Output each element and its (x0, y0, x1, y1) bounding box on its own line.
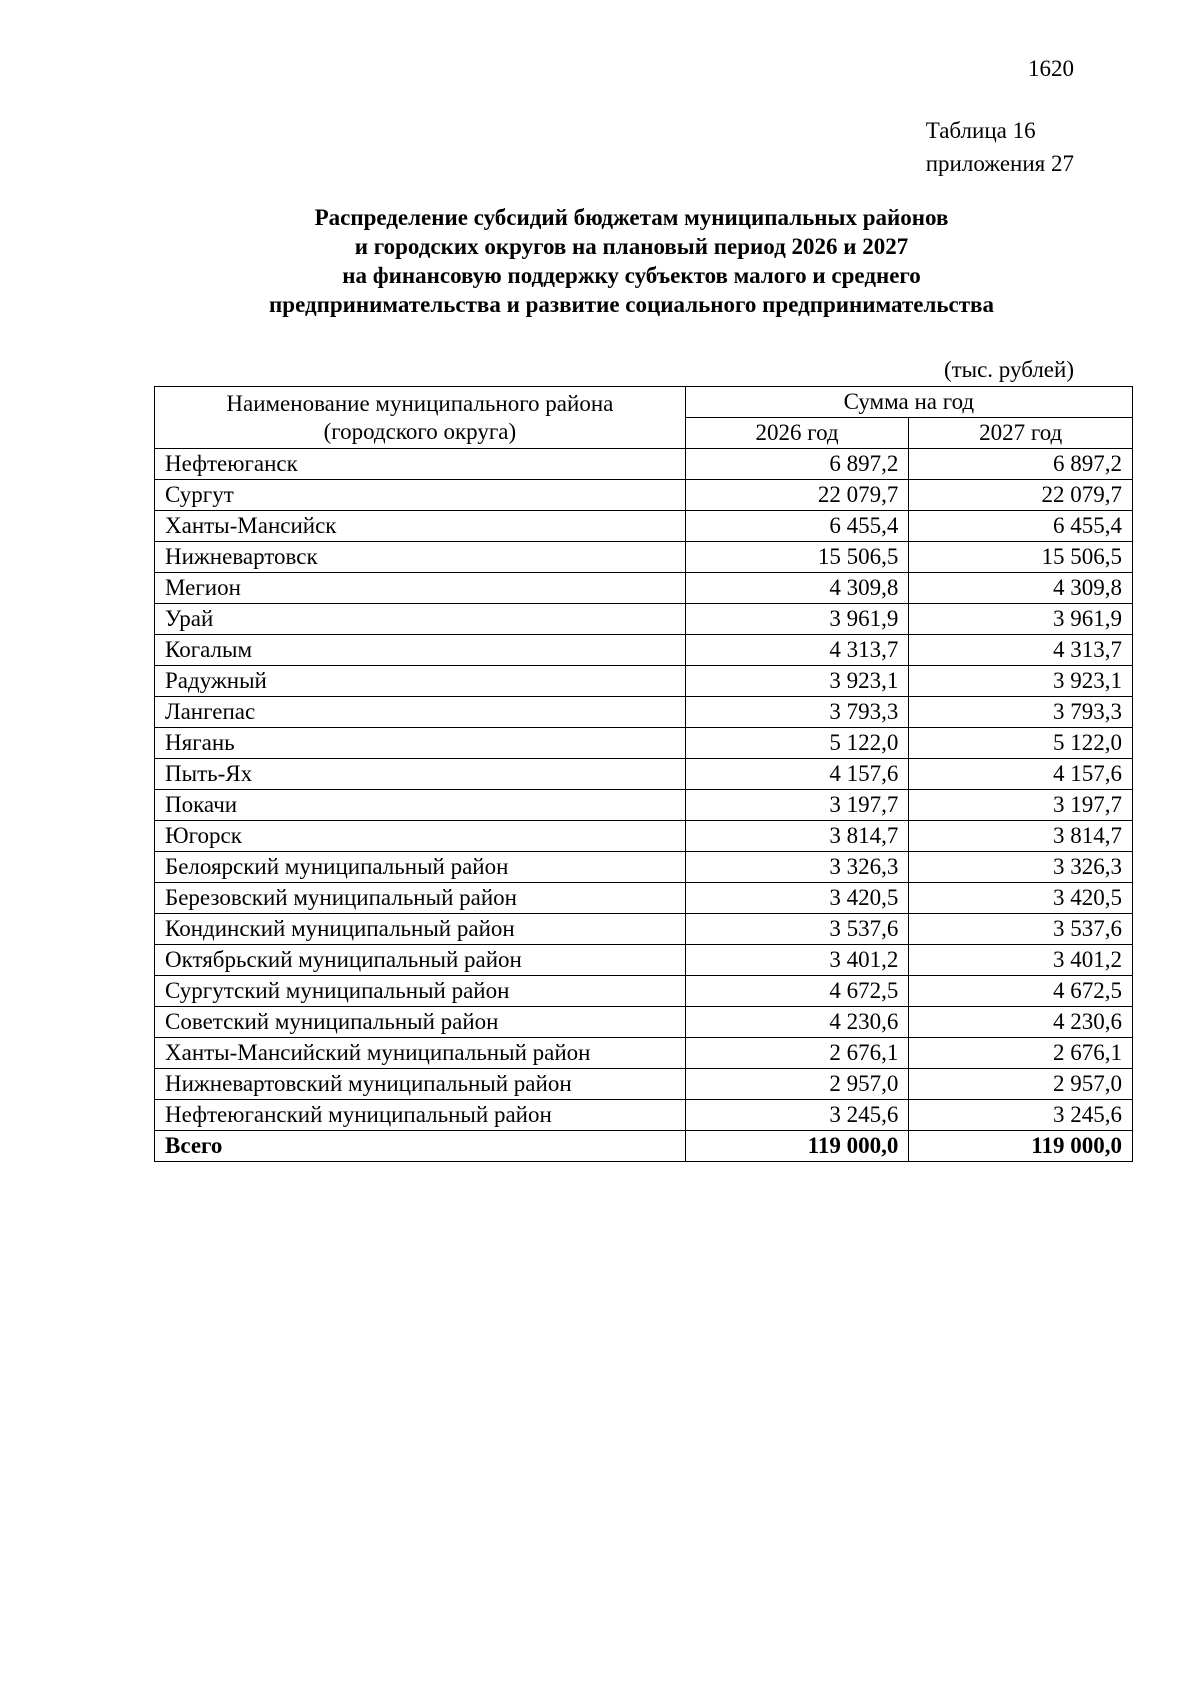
row-2026-cell: 3 245,6 (685, 1100, 909, 1131)
table-row (155, 728, 1133, 759)
row-2026-cell: 3 537,6 (685, 914, 909, 945)
row-2026-cell: 2 957,0 (685, 1069, 909, 1100)
table-row (155, 852, 1133, 883)
table-row (155, 697, 1133, 728)
row-2027-cell: 6 897,2 (909, 449, 1133, 480)
row-name-cell: Нижневартовск (155, 542, 686, 573)
table-row (155, 511, 1133, 542)
row-2026-cell: 22 079,7 (685, 480, 909, 511)
table-reference-line-2: приложения 27 (925, 151, 1074, 176)
row-2026-cell: 3 793,3 (685, 697, 909, 728)
table-row (155, 821, 1133, 852)
units-label: (тыс. рублей) (943, 357, 1074, 382)
row-name-cell: Нефтеюганск (155, 449, 686, 480)
row-2027-cell: 4 157,6 (909, 759, 1133, 790)
row-2027-cell: 3 814,7 (909, 821, 1133, 852)
row-name-cell: Сургут (155, 480, 686, 511)
row-name-cell: Белоярский муниципальный район (155, 852, 686, 883)
table-reference (926, 114, 1074, 180)
table-reference-line-1: Таблица 16 (925, 118, 1036, 143)
row-name-cell: Когалым (155, 635, 686, 666)
table-row (155, 1007, 1133, 1038)
row-2027-cell: 4 309,8 (909, 573, 1133, 604)
table-row (155, 635, 1133, 666)
row-2026-cell: 3 197,7 (685, 790, 909, 821)
table-row (155, 604, 1133, 635)
row-2027-cell: 15 506,5 (909, 542, 1133, 573)
row-2027-cell: 3 197,7 (909, 790, 1133, 821)
row-name-cell: Ханты-Мансийский муниципальный район (155, 1038, 686, 1069)
table-header-row (155, 387, 1133, 418)
row-2026-cell: 2 676,1 (685, 1038, 909, 1069)
row-name-cell: Урай (155, 604, 686, 635)
row-name-cell: Березовский муниципальный район (155, 883, 686, 914)
subsidy-table (154, 386, 1133, 1162)
table-row (155, 976, 1133, 1007)
row-name-cell: Мегион (155, 573, 686, 604)
table-row (155, 790, 1133, 821)
row-2027-cell: 4 230,6 (909, 1007, 1133, 1038)
table-row (155, 573, 1133, 604)
row-name-cell: Югорск (155, 821, 686, 852)
row-2027-cell: 2 957,0 (909, 1069, 1133, 1100)
row-2026-cell: 6 897,2 (685, 449, 909, 480)
row-2027-cell: 3 537,6 (909, 914, 1133, 945)
row-2026-cell: 15 506,5 (685, 542, 909, 573)
table-row (155, 666, 1133, 697)
column-header-2026: 2026 год (685, 418, 909, 449)
row-name-cell: Всего (155, 1131, 686, 1162)
table-row (155, 449, 1133, 480)
row-name-cell: Нягань (155, 728, 686, 759)
row-2026-cell: 119 000,0 (685, 1131, 909, 1162)
row-2026-cell: 3 814,7 (685, 821, 909, 852)
table-row (155, 1100, 1133, 1131)
row-2026-cell: 4 309,8 (685, 573, 909, 604)
table-body (155, 449, 1133, 1162)
column-header-name-line-1: Наименование муниципального района (226, 390, 614, 416)
row-2026-cell: 4 313,7 (685, 635, 909, 666)
table-row (155, 1038, 1133, 1069)
table-row (155, 542, 1133, 573)
table-row (155, 914, 1133, 945)
row-name-cell: Покачи (155, 790, 686, 821)
row-name-cell: Лангепас (155, 697, 686, 728)
row-2027-cell: 4 672,5 (909, 976, 1133, 1007)
row-2027-cell: 3 961,9 (909, 604, 1133, 635)
row-2026-cell: 3 326,3 (685, 852, 909, 883)
row-2027-cell: 5 122,0 (909, 728, 1133, 759)
column-header-name (155, 387, 686, 449)
row-2027-cell: 6 455,4 (909, 511, 1133, 542)
row-2026-cell: 3 420,5 (685, 883, 909, 914)
row-2027-cell: 3 326,3 (909, 852, 1133, 883)
document-title (150, 203, 1113, 319)
row-2026-cell: 3 401,2 (685, 945, 909, 976)
table-row (155, 1069, 1133, 1100)
row-2026-cell: 4 672,5 (685, 976, 909, 1007)
row-name-cell: Радужный (155, 666, 686, 697)
table-row (155, 883, 1133, 914)
column-header-name-line-2: (городского округа) (323, 418, 517, 444)
page-number: 1620 (1028, 56, 1074, 81)
row-name-cell: Сургутский муниципальный район (155, 976, 686, 1007)
title-line-1: Распределение субсидий бюджетам муниципальных районов (314, 205, 949, 230)
title-line-4: предпринимательства и развитие социального предпринимательства (269, 292, 994, 317)
row-2026-cell: 4 157,6 (685, 759, 909, 790)
row-name-cell: Пыть-Ях (155, 759, 686, 790)
row-2027-cell: 3 793,3 (909, 697, 1133, 728)
row-name-cell: Советский муниципальный район (155, 1007, 686, 1038)
table-row (155, 759, 1133, 790)
row-2026-cell: 5 122,0 (685, 728, 909, 759)
column-header-sum: Сумма на год (685, 387, 1132, 418)
row-2027-cell: 3 245,6 (909, 1100, 1133, 1131)
row-name-cell: Кондинский муниципальный район (155, 914, 686, 945)
row-2027-cell: 4 313,7 (909, 635, 1133, 666)
title-line-3: на финансовую поддержку субъектов малого и среднего (342, 263, 921, 288)
row-2026-cell: 4 230,6 (685, 1007, 909, 1038)
row-2027-cell: 119 000,0 (909, 1131, 1133, 1162)
row-2027-cell: 22 079,7 (909, 480, 1133, 511)
table-row (155, 480, 1133, 511)
row-2027-cell: 3 401,2 (909, 945, 1133, 976)
table-row (155, 945, 1133, 976)
row-2027-cell: 3 420,5 (909, 883, 1133, 914)
row-name-cell: Октябрьский муниципальный район (155, 945, 686, 976)
row-2026-cell: 6 455,4 (685, 511, 909, 542)
row-name-cell: Нижневартовский муниципальный район (155, 1069, 686, 1100)
row-2026-cell: 3 923,1 (685, 666, 909, 697)
title-line-2: и городских округов на плановый период 2026 и 2027 (354, 234, 909, 259)
row-2027-cell: 3 923,1 (909, 666, 1133, 697)
row-2026-cell: 3 961,9 (685, 604, 909, 635)
row-name-cell: Ханты-Мансийск (155, 511, 686, 542)
row-name-cell: Нефтеюганский муниципальный район (155, 1100, 686, 1131)
row-2027-cell: 2 676,1 (909, 1038, 1133, 1069)
table-total-row (155, 1131, 1133, 1162)
column-header-2027: 2027 год (909, 418, 1133, 449)
